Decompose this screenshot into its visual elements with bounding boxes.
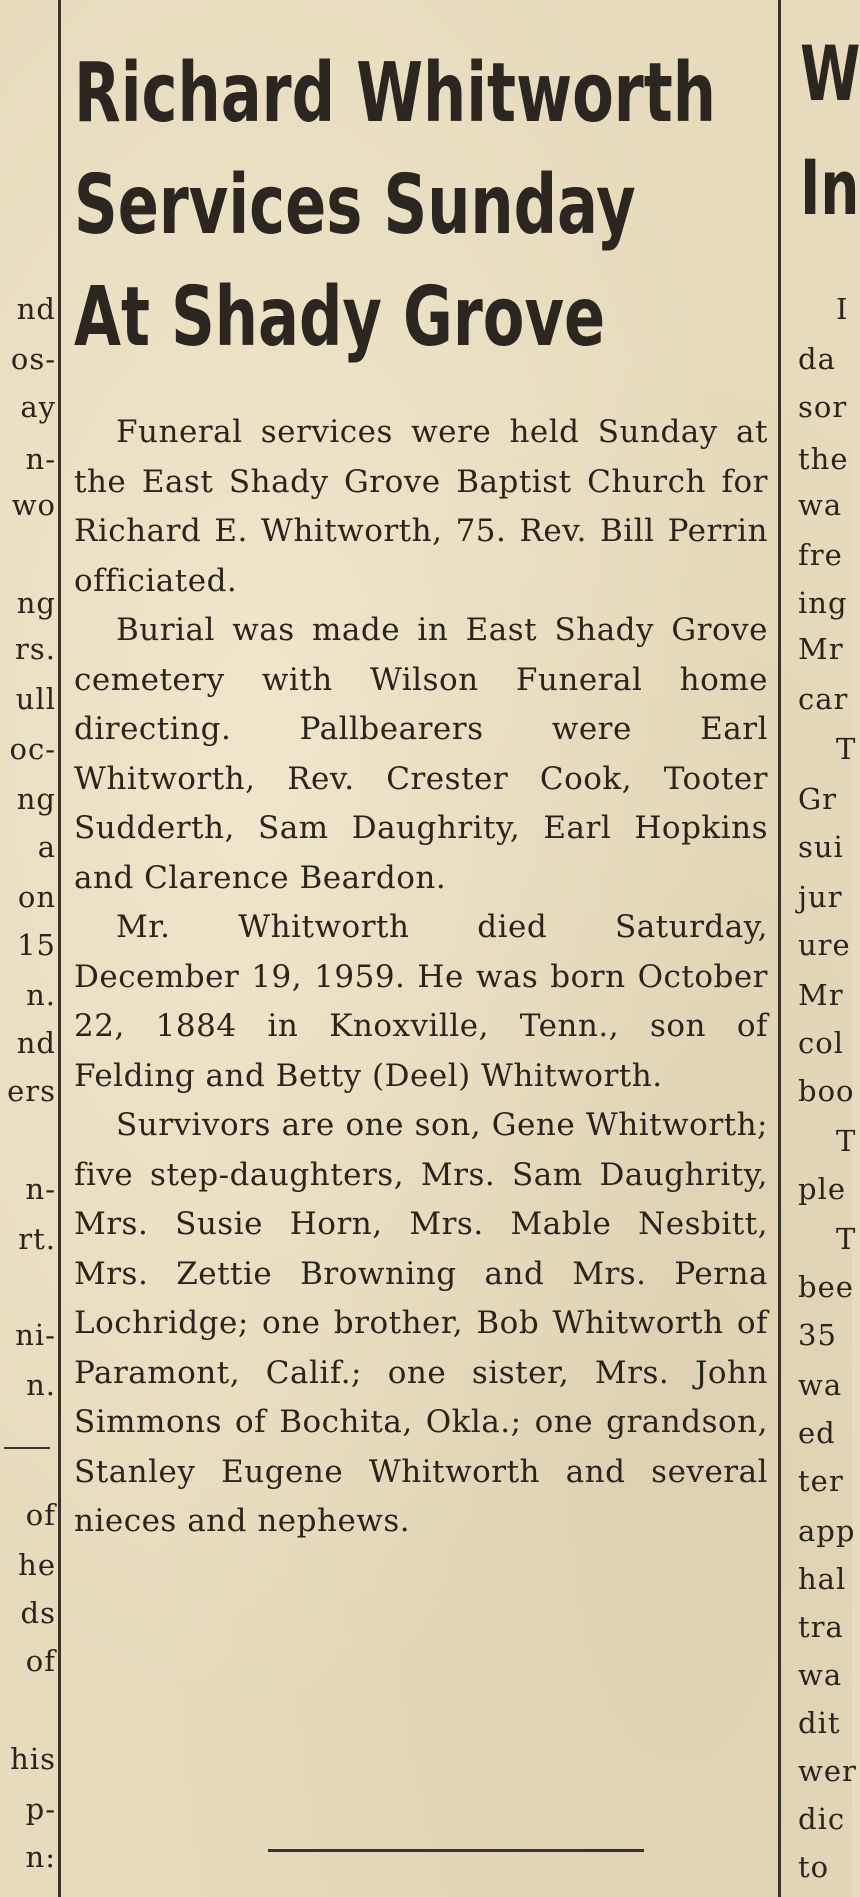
left-fragment: ng bbox=[16, 782, 56, 816]
right-fragment: boo bbox=[798, 1074, 855, 1108]
right-fragment: sui bbox=[798, 830, 844, 864]
right-fragment: fre bbox=[798, 538, 843, 572]
right-fragment: 35 bbox=[798, 1318, 837, 1352]
left-fragment: wo bbox=[11, 488, 56, 522]
right-fragment: tra bbox=[798, 1610, 844, 1644]
left-fragment: nd bbox=[16, 1026, 56, 1060]
right-fragment: ter bbox=[798, 1464, 844, 1498]
right-headline-fragment: W bbox=[800, 29, 860, 118]
right-fragment: dic bbox=[798, 1802, 846, 1836]
left-fragment: he bbox=[18, 1548, 56, 1582]
headline-line: Services Sunday bbox=[74, 158, 636, 253]
left-fragment: n- bbox=[25, 1172, 56, 1206]
right-fragment: Gr bbox=[798, 782, 838, 816]
right-fragment: dit bbox=[798, 1706, 841, 1740]
right-fragment: jur bbox=[798, 880, 843, 914]
left-fragment: oc- bbox=[9, 732, 56, 766]
right-fragment: I bbox=[836, 292, 849, 326]
right-neighbor-column bbox=[782, 0, 860, 1897]
right-fragment: wa bbox=[798, 488, 843, 522]
left-fragment: a bbox=[37, 830, 56, 864]
left-fragment: ds bbox=[20, 1596, 56, 1630]
left-fragment: n. bbox=[26, 1368, 56, 1402]
column-rule-left bbox=[58, 0, 61, 1897]
paragraph-services: Funeral services were held Sunday at the East Shady Grove Baptist Church for Richard E. Whitworth, 75. Rev. Bill Perrin officiated. bbox=[74, 414, 768, 599]
right-fragment: Mr bbox=[798, 632, 844, 666]
right-fragment: wer bbox=[798, 1754, 857, 1788]
right-fragment: col bbox=[798, 1026, 844, 1060]
right-fragment: T bbox=[836, 1222, 857, 1256]
paragraph-burial: Burial was made in East Shady Grove cemetery with Wilson Funeral home directing. Pallbearers were Earl Whitworth, Rev. Crester Cook, Tooter Sudderth, Sam Daughrity, Earl Hopkins and Clarence Beardon. bbox=[74, 612, 768, 896]
left-fragment: rt. bbox=[18, 1222, 56, 1256]
right-fragment: hal bbox=[798, 1562, 847, 1596]
right-fragment: app bbox=[798, 1514, 856, 1548]
left-fragment: p- bbox=[25, 1792, 56, 1826]
paragraph-death-birth: Mr. Whitworth died Saturday, December 19, 1959. He was born October 22, 1884 in Knoxville, Tenn., son of Felding and Betty (Deel) Whitworth. bbox=[74, 909, 768, 1094]
right-fragment: wa bbox=[798, 1368, 843, 1402]
left-fragment: rs. bbox=[15, 632, 56, 666]
right-fragment: wa bbox=[798, 1658, 843, 1692]
left-fragment: n- bbox=[25, 442, 56, 476]
left-fragment: his bbox=[10, 1742, 56, 1776]
left-fragment: os- bbox=[10, 342, 56, 376]
left-column-divider bbox=[4, 1447, 50, 1449]
headline-line: At Shady Grove bbox=[74, 270, 606, 365]
left-fragment: 15 bbox=[17, 928, 56, 962]
left-fragment: ay bbox=[20, 390, 56, 424]
article-body bbox=[74, 408, 768, 1547]
right-fragment: ing bbox=[798, 586, 848, 620]
right-fragment: T bbox=[836, 732, 857, 766]
left-fragment: nd bbox=[16, 292, 56, 326]
article-end-rule bbox=[268, 1849, 644, 1852]
headline-line: Richard Whitworth bbox=[74, 46, 716, 141]
right-headline-fragment: In bbox=[800, 143, 860, 232]
left-fragment: ni- bbox=[15, 1318, 56, 1352]
right-fragment: Mr bbox=[798, 978, 844, 1012]
right-fragment: car bbox=[798, 682, 849, 716]
right-fragment: the bbox=[798, 442, 849, 476]
right-fragment: ed bbox=[798, 1416, 836, 1450]
left-fragment: of bbox=[25, 1498, 56, 1532]
column-rule-right bbox=[778, 0, 781, 1897]
left-fragment: ng bbox=[16, 586, 56, 620]
left-fragment: n. bbox=[26, 978, 56, 1012]
right-fragment: sor bbox=[798, 390, 848, 424]
right-fragment: bee bbox=[798, 1270, 854, 1304]
left-fragment: ers bbox=[7, 1074, 56, 1108]
right-fragment: ple bbox=[798, 1172, 847, 1206]
left-neighbor-column bbox=[0, 0, 56, 1897]
paragraph-survivors: Survivors are one son, Gene Whitworth; five step-daughters, Mrs. Sam Daughrity, Mrs. Susie Horn, Mrs. Mable Nesbitt, Mrs. Zettie Browning and Mrs. Perna Lochridge; one brother, Bob Whitworth of Paramont, Calif.; one sister, Mrs. John Simmons of Bochita, Okla.; one grandson, Stanley Eugene Whitworth and several nieces and nephews. bbox=[74, 1107, 768, 1539]
right-fragment: ure bbox=[798, 928, 851, 962]
left-fragment: on bbox=[17, 880, 56, 914]
article-headline bbox=[74, 38, 716, 374]
right-fragment: to bbox=[798, 1850, 830, 1884]
left-fragment: n: bbox=[25, 1840, 56, 1874]
left-fragment: of bbox=[25, 1644, 56, 1678]
right-fragment: da bbox=[798, 342, 836, 376]
right-fragment: T bbox=[836, 1124, 857, 1158]
left-fragment: ull bbox=[15, 682, 56, 716]
